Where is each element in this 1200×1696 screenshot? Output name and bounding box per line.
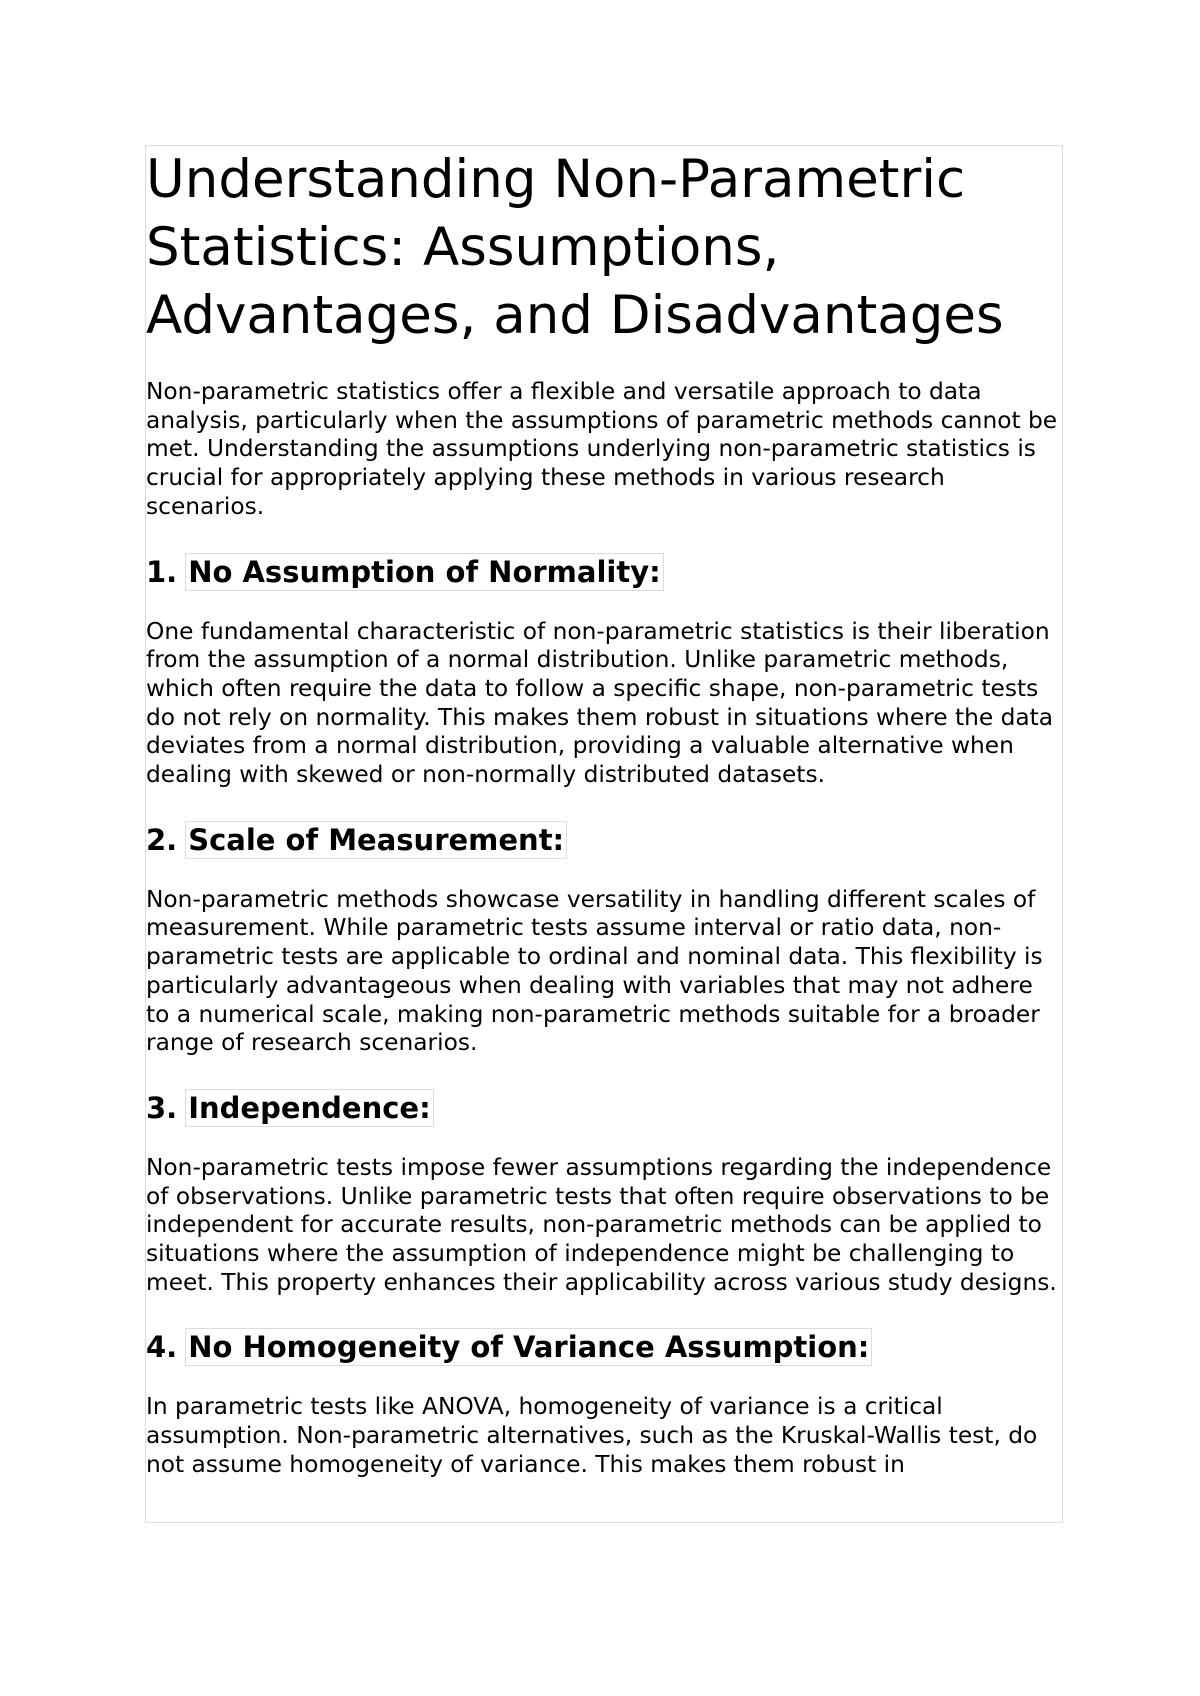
- intro-paragraph: Non-parametric statistics offer a flexible and versatile approach to data analysis, particularly when the assumptions of parametric methods cannot be met. Understanding the assumptions underlying non-parametric statistics is crucial for appropriately applying these methods in various research scenarios.: [146, 378, 1058, 520]
- section-number: 4.: [146, 1330, 178, 1365]
- section-title: Scale of Measurement:: [185, 821, 567, 859]
- section-number: 1.: [146, 554, 178, 589]
- section-heading-independence: [146, 1088, 1062, 1128]
- document-page: [145, 145, 1063, 1523]
- section-number: 2.: [146, 822, 178, 857]
- section-heading-scale: [146, 820, 1062, 860]
- section-title: No Homogeneity of Variance Assumption:: [185, 1328, 872, 1366]
- section-body-scale: Non-parametric methods showcase versatility in handling different scales of measurement. While parametric tests assume interval or ratio data, non-parametric tests are applicable to ordinal and nominal data. This flexibility is particularly advantageous when dealing with variables that may not adhere to a numerical scale, making non-parametric methods suitable for a broader range of research scenarios.: [146, 885, 1043, 1057]
- section-body-independence: Non-parametric tests impose fewer assumptions regarding the independence of observations. Unlike parametric tests that often require observations to be independent for accurate results, non-parametric methods can be applied to situations where the assumption of independence might be challenging to meet. This property enhances their applicability across various study designs.: [146, 1153, 1057, 1296]
- section-title: Independence:: [185, 1089, 433, 1127]
- section-heading-normality: [146, 552, 1062, 592]
- section-title: No Assumption of Normality:: [185, 553, 664, 591]
- page-title: Understanding Non-Parametric Statistics: Assumptions, Advantages, and Disadvantages: [146, 149, 1004, 346]
- section-body-homogeneity: In parametric tests like ANOVA, homogeneity of variance is a critical assumption. Non-parametric alternatives, such as the Kruskal-Wallis test, do not assume homogeneity of variance. This makes them robust in: [146, 1393, 1038, 1478]
- section-number: 3.: [146, 1090, 178, 1125]
- section-heading-homogeneity: [146, 1327, 1062, 1367]
- section-body-normality: One fundamental characteristic of non-parametric statistics is their liberation from the assumption of a normal distribution. Unlike parametric methods, which often require the data to follow a specific shape, non-parametric tests do not rely on normality. This makes them robust in situations where the data deviates from a normal distribution, providing a valuable alternative when dealing with skewed or non-normally distributed datasets.: [146, 617, 1054, 789]
